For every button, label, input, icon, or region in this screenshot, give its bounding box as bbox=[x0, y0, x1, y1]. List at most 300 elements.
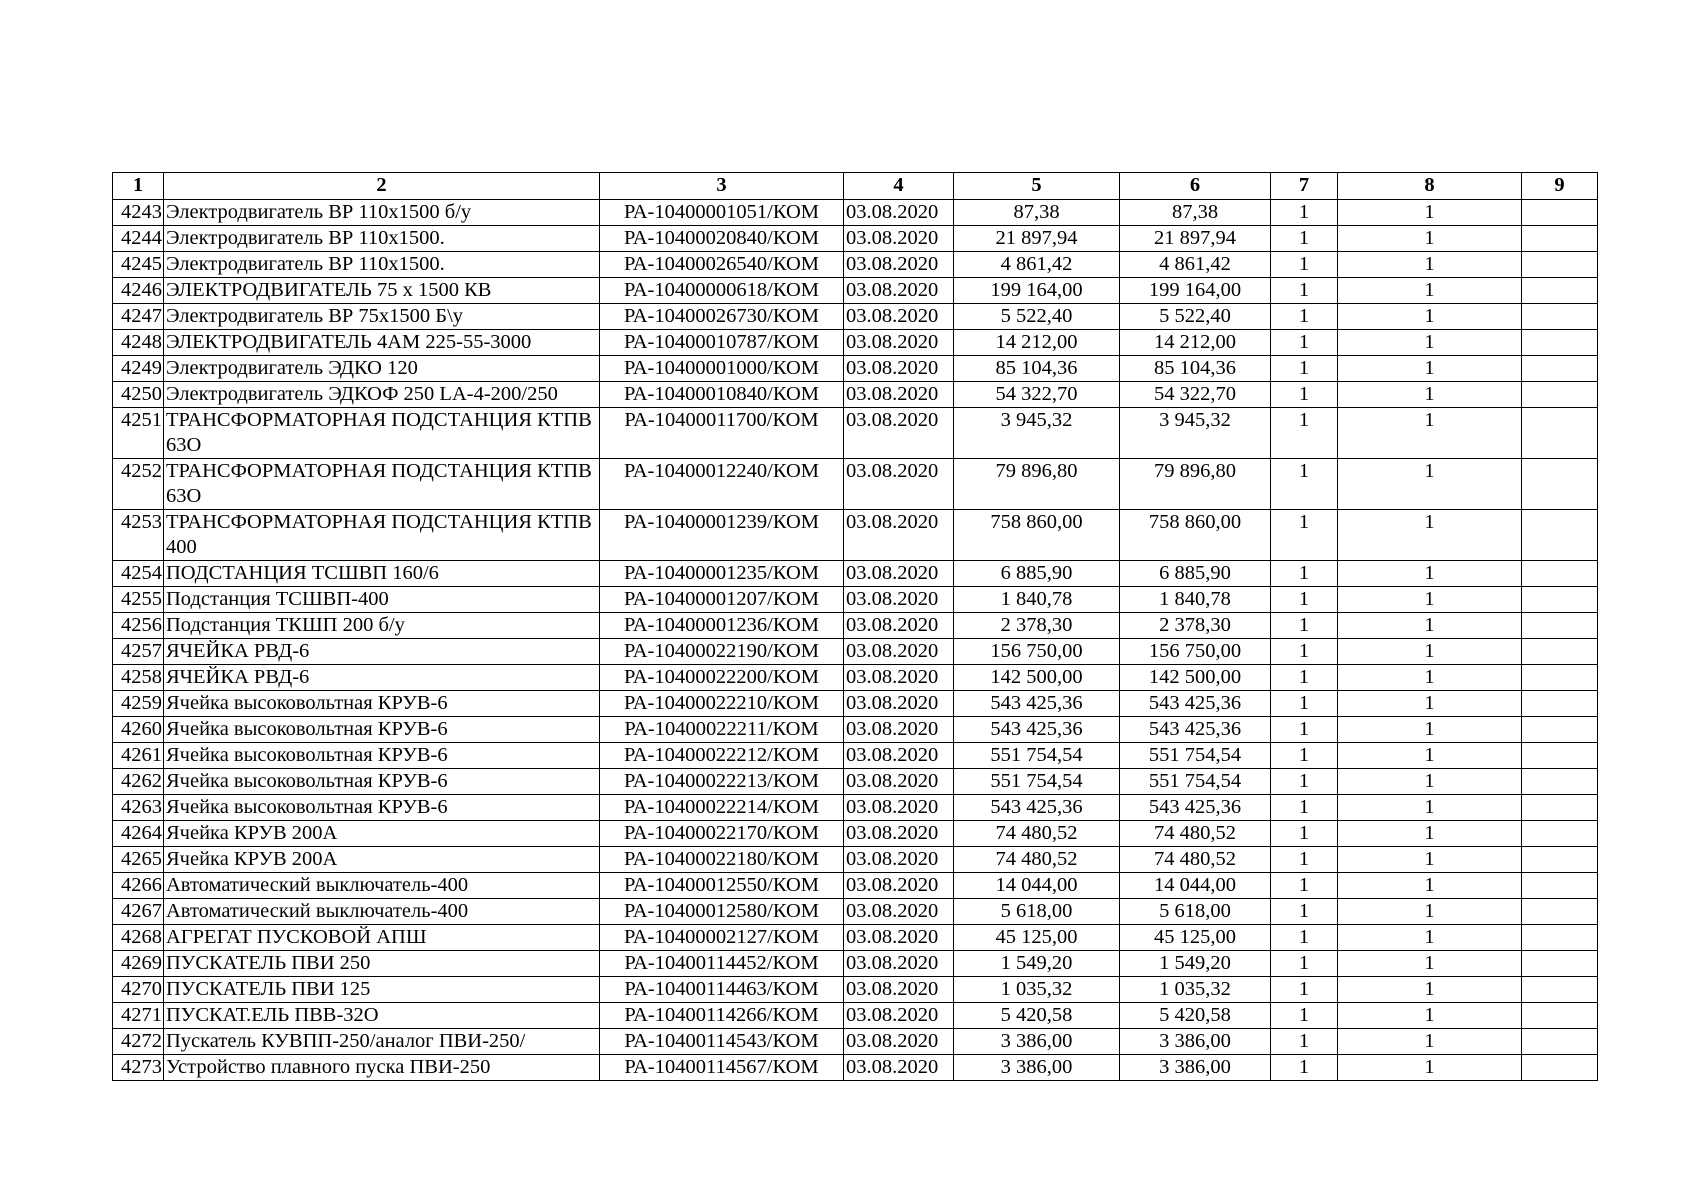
value-initial-cell: 551 754,54 bbox=[954, 769, 1120, 795]
row-number-cell: 4245 bbox=[113, 252, 164, 278]
quantity-cell: 1 bbox=[1271, 925, 1338, 951]
value-residual-cell: 3 386,00 bbox=[1120, 1029, 1271, 1055]
inventory-table bbox=[112, 172, 1598, 1081]
value-residual-cell: 21 897,94 bbox=[1120, 226, 1271, 252]
count-cell: 1 bbox=[1338, 821, 1522, 847]
item-name-cell: ЭЛЕКТРОДВИГАТЕЛЬ 75 х 1500 КВ bbox=[164, 278, 600, 304]
inventory-code-cell: РА-10400002127/КОМ bbox=[600, 925, 844, 951]
count-cell: 1 bbox=[1338, 200, 1522, 226]
note-cell bbox=[1522, 200, 1598, 226]
date-cell: 03.08.2020 bbox=[844, 821, 954, 847]
row-number-cell: 4257 bbox=[113, 639, 164, 665]
value-residual-cell: 85 104,36 bbox=[1120, 356, 1271, 382]
inventory-code-cell: РА-10400022200/КОМ bbox=[600, 665, 844, 691]
item-name-cell: Ячейка КРУВ 200А bbox=[164, 821, 600, 847]
quantity-cell: 1 bbox=[1271, 639, 1338, 665]
value-initial-cell: 543 425,36 bbox=[954, 795, 1120, 821]
row-number-cell: 4248 bbox=[113, 330, 164, 356]
value-residual-cell: 5 522,40 bbox=[1120, 304, 1271, 330]
value-residual-cell: 543 425,36 bbox=[1120, 795, 1271, 821]
inventory-code-cell: РА-10400114567/КОМ bbox=[600, 1055, 844, 1081]
item-name-cell: Подстанция ТКШП 200 б/у bbox=[164, 613, 600, 639]
count-cell: 1 bbox=[1338, 847, 1522, 873]
item-name-cell: Ячейка высоковольтная КРУВ-6 bbox=[164, 795, 600, 821]
value-initial-cell: 4 861,42 bbox=[954, 252, 1120, 278]
quantity-cell: 1 bbox=[1271, 561, 1338, 587]
quantity-cell: 1 bbox=[1271, 408, 1338, 459]
item-name-cell: Электродвигатель ВР 75х1500 Б\у bbox=[164, 304, 600, 330]
value-initial-cell: 14 044,00 bbox=[954, 873, 1120, 899]
table-row bbox=[113, 951, 1598, 977]
inventory-code-cell: РА-10400001051/КОМ bbox=[600, 200, 844, 226]
inventory-code-cell: РА-10400000618/КОМ bbox=[600, 278, 844, 304]
date-cell: 03.08.2020 bbox=[844, 925, 954, 951]
row-number-cell: 4255 bbox=[113, 587, 164, 613]
quantity-cell: 1 bbox=[1271, 873, 1338, 899]
count-cell: 1 bbox=[1338, 1029, 1522, 1055]
value-initial-cell: 199 164,00 bbox=[954, 278, 1120, 304]
inventory-code-cell: РА-10400026730/КОМ bbox=[600, 304, 844, 330]
value-initial-cell: 1 549,20 bbox=[954, 951, 1120, 977]
date-cell: 03.08.2020 bbox=[844, 1055, 954, 1081]
note-cell bbox=[1522, 278, 1598, 304]
item-name-cell: Ячейка КРУВ 200А bbox=[164, 847, 600, 873]
table-row bbox=[113, 795, 1598, 821]
row-number-cell: 4244 bbox=[113, 226, 164, 252]
note-cell bbox=[1522, 717, 1598, 743]
quantity-cell: 1 bbox=[1271, 330, 1338, 356]
quantity-cell: 1 bbox=[1271, 587, 1338, 613]
date-cell: 03.08.2020 bbox=[844, 382, 954, 408]
value-initial-cell: 45 125,00 bbox=[954, 925, 1120, 951]
count-cell: 1 bbox=[1338, 769, 1522, 795]
value-residual-cell: 87,38 bbox=[1120, 200, 1271, 226]
table-row bbox=[113, 873, 1598, 899]
table-row bbox=[113, 226, 1598, 252]
row-number-cell: 4269 bbox=[113, 951, 164, 977]
quantity-cell: 1 bbox=[1271, 356, 1338, 382]
item-name-cell: Ячейка высоковольтная КРУВ-6 bbox=[164, 743, 600, 769]
value-initial-cell: 5 618,00 bbox=[954, 899, 1120, 925]
inventory-code-cell: РА-10400010840/КОМ bbox=[600, 382, 844, 408]
table-row bbox=[113, 821, 1598, 847]
count-cell: 1 bbox=[1338, 1003, 1522, 1029]
note-cell bbox=[1522, 743, 1598, 769]
item-name-cell: ЯЧЕЙКА РВД-6 bbox=[164, 665, 600, 691]
row-number-cell: 4253 bbox=[113, 510, 164, 561]
note-cell bbox=[1522, 459, 1598, 510]
count-cell: 1 bbox=[1338, 951, 1522, 977]
quantity-cell: 1 bbox=[1271, 252, 1338, 278]
item-name-cell: Электродвигатель ВР 110х1500. bbox=[164, 252, 600, 278]
inventory-code-cell: РА-10400001000/КОМ bbox=[600, 356, 844, 382]
row-number-cell: 4266 bbox=[113, 873, 164, 899]
inventory-code-cell: РА-10400022211/КОМ bbox=[600, 717, 844, 743]
note-cell bbox=[1522, 330, 1598, 356]
item-name-cell: ЭЛЕКТРОДВИГАТЕЛЬ 4АМ 225-55-3000 bbox=[164, 330, 600, 356]
inventory-code-cell: РА-10400114266/КОМ bbox=[600, 1003, 844, 1029]
value-residual-cell: 74 480,52 bbox=[1120, 821, 1271, 847]
note-cell bbox=[1522, 1055, 1598, 1081]
row-number-cell: 4272 bbox=[113, 1029, 164, 1055]
count-cell: 1 bbox=[1338, 613, 1522, 639]
row-number-cell: 4267 bbox=[113, 899, 164, 925]
inventory-code-cell: РА-10400012550/КОМ bbox=[600, 873, 844, 899]
count-cell: 1 bbox=[1338, 717, 1522, 743]
item-name-cell: Автоматический выключатель-400 bbox=[164, 899, 600, 925]
item-name-cell: Пускатель КУВПП-250/аналог ПВИ-250/ bbox=[164, 1029, 600, 1055]
note-cell bbox=[1522, 226, 1598, 252]
note-cell bbox=[1522, 925, 1598, 951]
table-row bbox=[113, 639, 1598, 665]
inventory-code-cell: РА-10400010787/КОМ bbox=[600, 330, 844, 356]
table-row bbox=[113, 665, 1598, 691]
value-residual-cell: 199 164,00 bbox=[1120, 278, 1271, 304]
count-cell: 1 bbox=[1338, 408, 1522, 459]
value-initial-cell: 5 522,40 bbox=[954, 304, 1120, 330]
table-row bbox=[113, 1055, 1598, 1081]
item-name-cell: ТРАНСФОРМАТОРНАЯ ПОДСТАНЦИЯ КТПВ 400 bbox=[164, 510, 600, 561]
date-cell: 03.08.2020 bbox=[844, 873, 954, 899]
item-name-cell: Автоматический выключатель-400 bbox=[164, 873, 600, 899]
inventory-code-cell: РА-10400001239/КОМ bbox=[600, 510, 844, 561]
date-cell: 03.08.2020 bbox=[844, 510, 954, 561]
quantity-cell: 1 bbox=[1271, 200, 1338, 226]
item-name-cell: Ячейка высоковольтная КРУВ-6 bbox=[164, 717, 600, 743]
count-cell: 1 bbox=[1338, 459, 1522, 510]
value-residual-cell: 79 896,80 bbox=[1120, 459, 1271, 510]
value-residual-cell: 5 618,00 bbox=[1120, 899, 1271, 925]
table-row bbox=[113, 408, 1598, 459]
column-header: 2 bbox=[164, 173, 600, 200]
date-cell: 03.08.2020 bbox=[844, 795, 954, 821]
value-residual-cell: 543 425,36 bbox=[1120, 717, 1271, 743]
value-initial-cell: 54 322,70 bbox=[954, 382, 1120, 408]
value-initial-cell: 3 386,00 bbox=[954, 1055, 1120, 1081]
item-name-cell: Электродвигатель ЭДКО 120 bbox=[164, 356, 600, 382]
value-initial-cell: 543 425,36 bbox=[954, 717, 1120, 743]
item-name-cell: ТРАНСФОРМАТОРНАЯ ПОДСТАНЦИЯ КТПВ 63О bbox=[164, 408, 600, 459]
date-cell: 03.08.2020 bbox=[844, 847, 954, 873]
table-row bbox=[113, 278, 1598, 304]
table-row bbox=[113, 200, 1598, 226]
table-row bbox=[113, 847, 1598, 873]
date-cell: 03.08.2020 bbox=[844, 200, 954, 226]
value-initial-cell: 21 897,94 bbox=[954, 226, 1120, 252]
inventory-code-cell: РА-10400012580/КОМ bbox=[600, 899, 844, 925]
row-number-cell: 4250 bbox=[113, 382, 164, 408]
row-number-cell: 4264 bbox=[113, 821, 164, 847]
note-cell bbox=[1522, 382, 1598, 408]
quantity-cell: 1 bbox=[1271, 847, 1338, 873]
date-cell: 03.08.2020 bbox=[844, 1029, 954, 1055]
value-residual-cell: 551 754,54 bbox=[1120, 769, 1271, 795]
item-name-cell: Электродвигатель ВР 110х1500. bbox=[164, 226, 600, 252]
item-name-cell: Электродвигатель ВР 110х1500 б/у bbox=[164, 200, 600, 226]
item-name-cell: ЯЧЕЙКА РВД-6 bbox=[164, 639, 600, 665]
inventory-code-cell: РА-10400114452/КОМ bbox=[600, 951, 844, 977]
item-name-cell: Ячейка высоковольтная КРУВ-6 bbox=[164, 691, 600, 717]
value-initial-cell: 1 035,32 bbox=[954, 977, 1120, 1003]
count-cell: 1 bbox=[1338, 382, 1522, 408]
value-initial-cell: 3 386,00 bbox=[954, 1029, 1120, 1055]
count-cell: 1 bbox=[1338, 330, 1522, 356]
row-number-cell: 4247 bbox=[113, 304, 164, 330]
note-cell bbox=[1522, 639, 1598, 665]
table-body bbox=[113, 200, 1598, 1081]
row-number-cell: 4271 bbox=[113, 1003, 164, 1029]
quantity-cell: 1 bbox=[1271, 951, 1338, 977]
value-residual-cell: 2 378,30 bbox=[1120, 613, 1271, 639]
quantity-cell: 1 bbox=[1271, 459, 1338, 510]
note-cell bbox=[1522, 561, 1598, 587]
note-cell bbox=[1522, 1029, 1598, 1055]
quantity-cell: 1 bbox=[1271, 743, 1338, 769]
count-cell: 1 bbox=[1338, 356, 1522, 382]
table-row bbox=[113, 1003, 1598, 1029]
quantity-cell: 1 bbox=[1271, 226, 1338, 252]
note-cell bbox=[1522, 510, 1598, 561]
row-number-cell: 4254 bbox=[113, 561, 164, 587]
row-number-cell: 4243 bbox=[113, 200, 164, 226]
note-cell bbox=[1522, 951, 1598, 977]
note-cell bbox=[1522, 613, 1598, 639]
table-row bbox=[113, 252, 1598, 278]
note-cell bbox=[1522, 356, 1598, 382]
row-number-cell: 4262 bbox=[113, 769, 164, 795]
header-row bbox=[113, 173, 1598, 200]
table-row bbox=[113, 304, 1598, 330]
row-number-cell: 4270 bbox=[113, 977, 164, 1003]
date-cell: 03.08.2020 bbox=[844, 769, 954, 795]
item-name-cell: Подстанция ТСШВП-400 bbox=[164, 587, 600, 613]
item-name-cell: Электродвигатель ЭДКОФ 250 LA-4-200/250 bbox=[164, 382, 600, 408]
value-residual-cell: 74 480,52 bbox=[1120, 847, 1271, 873]
row-number-cell: 4273 bbox=[113, 1055, 164, 1081]
value-initial-cell: 156 750,00 bbox=[954, 639, 1120, 665]
date-cell: 03.08.2020 bbox=[844, 951, 954, 977]
inventory-code-cell: РА-10400001235/КОМ bbox=[600, 561, 844, 587]
inventory-code-cell: РА-10400022210/КОМ bbox=[600, 691, 844, 717]
row-number-cell: 4249 bbox=[113, 356, 164, 382]
count-cell: 1 bbox=[1338, 899, 1522, 925]
value-residual-cell: 543 425,36 bbox=[1120, 691, 1271, 717]
count-cell: 1 bbox=[1338, 665, 1522, 691]
count-cell: 1 bbox=[1338, 639, 1522, 665]
note-cell bbox=[1522, 252, 1598, 278]
row-number-cell: 4261 bbox=[113, 743, 164, 769]
count-cell: 1 bbox=[1338, 278, 1522, 304]
quantity-cell: 1 bbox=[1271, 665, 1338, 691]
row-number-cell: 4258 bbox=[113, 665, 164, 691]
inventory-code-cell: РА-10400001236/КОМ bbox=[600, 613, 844, 639]
inventory-code-cell: РА-10400022190/КОМ bbox=[600, 639, 844, 665]
quantity-cell: 1 bbox=[1271, 304, 1338, 330]
date-cell: 03.08.2020 bbox=[844, 899, 954, 925]
item-name-cell: ПУСКАТЕЛЬ ПВИ 125 bbox=[164, 977, 600, 1003]
quantity-cell: 1 bbox=[1271, 795, 1338, 821]
note-cell bbox=[1522, 1003, 1598, 1029]
quantity-cell: 1 bbox=[1271, 899, 1338, 925]
quantity-cell: 1 bbox=[1271, 717, 1338, 743]
inventory-code-cell: РА-10400026540/КОМ bbox=[600, 252, 844, 278]
inventory-code-cell: РА-10400012240/КОМ bbox=[600, 459, 844, 510]
date-cell: 03.08.2020 bbox=[844, 1003, 954, 1029]
count-cell: 1 bbox=[1338, 561, 1522, 587]
value-initial-cell: 87,38 bbox=[954, 200, 1120, 226]
table-row bbox=[113, 925, 1598, 951]
value-initial-cell: 3 945,32 bbox=[954, 408, 1120, 459]
count-cell: 1 bbox=[1338, 1055, 1522, 1081]
value-residual-cell: 142 500,00 bbox=[1120, 665, 1271, 691]
row-number-cell: 4251 bbox=[113, 408, 164, 459]
note-cell bbox=[1522, 977, 1598, 1003]
date-cell: 03.08.2020 bbox=[844, 977, 954, 1003]
value-residual-cell: 156 750,00 bbox=[1120, 639, 1271, 665]
count-cell: 1 bbox=[1338, 252, 1522, 278]
row-number-cell: 4268 bbox=[113, 925, 164, 951]
value-initial-cell: 14 212,00 bbox=[954, 330, 1120, 356]
count-cell: 1 bbox=[1338, 587, 1522, 613]
inventory-code-cell: РА-10400022170/КОМ bbox=[600, 821, 844, 847]
note-cell bbox=[1522, 821, 1598, 847]
quantity-cell: 1 bbox=[1271, 510, 1338, 561]
item-name-cell: ПОДСТАНЦИЯ ТСШВП 160/6 bbox=[164, 561, 600, 587]
inventory-code-cell: РА-10400114543/КОМ bbox=[600, 1029, 844, 1055]
inventory-code-cell: РА-10400022180/КОМ bbox=[600, 847, 844, 873]
value-initial-cell: 74 480,52 bbox=[954, 821, 1120, 847]
date-cell: 03.08.2020 bbox=[844, 304, 954, 330]
value-initial-cell: 142 500,00 bbox=[954, 665, 1120, 691]
item-name-cell: ТРАНСФОРМАТОРНАЯ ПОДСТАНЦИЯ КТПВ 63О bbox=[164, 459, 600, 510]
note-cell bbox=[1522, 408, 1598, 459]
value-residual-cell: 54 322,70 bbox=[1120, 382, 1271, 408]
value-initial-cell: 5 420,58 bbox=[954, 1003, 1120, 1029]
column-header: 8 bbox=[1338, 173, 1522, 200]
date-cell: 03.08.2020 bbox=[844, 691, 954, 717]
table-row bbox=[113, 330, 1598, 356]
count-cell: 1 bbox=[1338, 925, 1522, 951]
column-header: 3 bbox=[600, 173, 844, 200]
table-row bbox=[113, 691, 1598, 717]
date-cell: 03.08.2020 bbox=[844, 330, 954, 356]
inventory-code-cell: РА-10400001207/КОМ bbox=[600, 587, 844, 613]
value-initial-cell: 6 885,90 bbox=[954, 561, 1120, 587]
inventory-code-cell: РА-10400011700/КОМ bbox=[600, 408, 844, 459]
note-cell bbox=[1522, 873, 1598, 899]
value-residual-cell: 1 840,78 bbox=[1120, 587, 1271, 613]
value-initial-cell: 543 425,36 bbox=[954, 691, 1120, 717]
table-row bbox=[113, 977, 1598, 1003]
row-number-cell: 4252 bbox=[113, 459, 164, 510]
item-name-cell: АГРЕГАТ ПУСКОВОЙ АПШ bbox=[164, 925, 600, 951]
quantity-cell: 1 bbox=[1271, 821, 1338, 847]
note-cell bbox=[1522, 899, 1598, 925]
date-cell: 03.08.2020 bbox=[844, 743, 954, 769]
value-initial-cell: 758 860,00 bbox=[954, 510, 1120, 561]
table-row bbox=[113, 561, 1598, 587]
inventory-code-cell: РА-10400022214/КОМ bbox=[600, 795, 844, 821]
quantity-cell: 1 bbox=[1271, 382, 1338, 408]
value-residual-cell: 5 420,58 bbox=[1120, 1003, 1271, 1029]
row-number-cell: 4246 bbox=[113, 278, 164, 304]
value-initial-cell: 1 840,78 bbox=[954, 587, 1120, 613]
table-row bbox=[113, 613, 1598, 639]
inventory-code-cell: РА-10400022213/КОМ bbox=[600, 769, 844, 795]
row-number-cell: 4260 bbox=[113, 717, 164, 743]
table-row bbox=[113, 382, 1598, 408]
count-cell: 1 bbox=[1338, 977, 1522, 1003]
note-cell bbox=[1522, 304, 1598, 330]
value-residual-cell: 6 885,90 bbox=[1120, 561, 1271, 587]
count-cell: 1 bbox=[1338, 691, 1522, 717]
quantity-cell: 1 bbox=[1271, 278, 1338, 304]
row-number-cell: 4263 bbox=[113, 795, 164, 821]
value-residual-cell: 758 860,00 bbox=[1120, 510, 1271, 561]
quantity-cell: 1 bbox=[1271, 1055, 1338, 1081]
count-cell: 1 bbox=[1338, 743, 1522, 769]
date-cell: 03.08.2020 bbox=[844, 639, 954, 665]
count-cell: 1 bbox=[1338, 510, 1522, 561]
date-cell: 03.08.2020 bbox=[844, 561, 954, 587]
quantity-cell: 1 bbox=[1271, 1029, 1338, 1055]
value-initial-cell: 74 480,52 bbox=[954, 847, 1120, 873]
date-cell: 03.08.2020 bbox=[844, 717, 954, 743]
inventory-code-cell: РА-10400022212/КОМ bbox=[600, 743, 844, 769]
row-number-cell: 4259 bbox=[113, 691, 164, 717]
table-row bbox=[113, 356, 1598, 382]
count-cell: 1 bbox=[1338, 226, 1522, 252]
quantity-cell: 1 bbox=[1271, 769, 1338, 795]
inventory-code-cell: РА-10400020840/КОМ bbox=[600, 226, 844, 252]
quantity-cell: 1 bbox=[1271, 691, 1338, 717]
quantity-cell: 1 bbox=[1271, 613, 1338, 639]
value-residual-cell: 14 212,00 bbox=[1120, 330, 1271, 356]
table-row bbox=[113, 743, 1598, 769]
value-residual-cell: 551 754,54 bbox=[1120, 743, 1271, 769]
value-residual-cell: 3 945,32 bbox=[1120, 408, 1271, 459]
date-cell: 03.08.2020 bbox=[844, 459, 954, 510]
table-row bbox=[113, 717, 1598, 743]
item-name-cell: Устройство плавного пуска ПВИ-250 bbox=[164, 1055, 600, 1081]
table-row bbox=[113, 510, 1598, 561]
value-residual-cell: 45 125,00 bbox=[1120, 925, 1271, 951]
date-cell: 03.08.2020 bbox=[844, 408, 954, 459]
note-cell bbox=[1522, 795, 1598, 821]
row-number-cell: 4265 bbox=[113, 847, 164, 873]
inventory-code-cell: РА-10400114463/КОМ bbox=[600, 977, 844, 1003]
value-residual-cell: 14 044,00 bbox=[1120, 873, 1271, 899]
table-row bbox=[113, 1029, 1598, 1055]
count-cell: 1 bbox=[1338, 795, 1522, 821]
value-initial-cell: 79 896,80 bbox=[954, 459, 1120, 510]
note-cell bbox=[1522, 847, 1598, 873]
note-cell bbox=[1522, 587, 1598, 613]
column-header: 5 bbox=[954, 173, 1120, 200]
value-residual-cell: 1 549,20 bbox=[1120, 951, 1271, 977]
table-row bbox=[113, 459, 1598, 510]
value-residual-cell: 1 035,32 bbox=[1120, 977, 1271, 1003]
column-header: 7 bbox=[1271, 173, 1338, 200]
column-header: 4 bbox=[844, 173, 954, 200]
item-name-cell: ПУСКАТЕЛЬ ПВИ 250 bbox=[164, 951, 600, 977]
table-row bbox=[113, 899, 1598, 925]
item-name-cell: ПУСКАТ.ЕЛЬ ПВВ-32О bbox=[164, 1003, 600, 1029]
column-header: 1 bbox=[113, 173, 164, 200]
column-header: 6 bbox=[1120, 173, 1271, 200]
count-cell: 1 bbox=[1338, 873, 1522, 899]
date-cell: 03.08.2020 bbox=[844, 587, 954, 613]
